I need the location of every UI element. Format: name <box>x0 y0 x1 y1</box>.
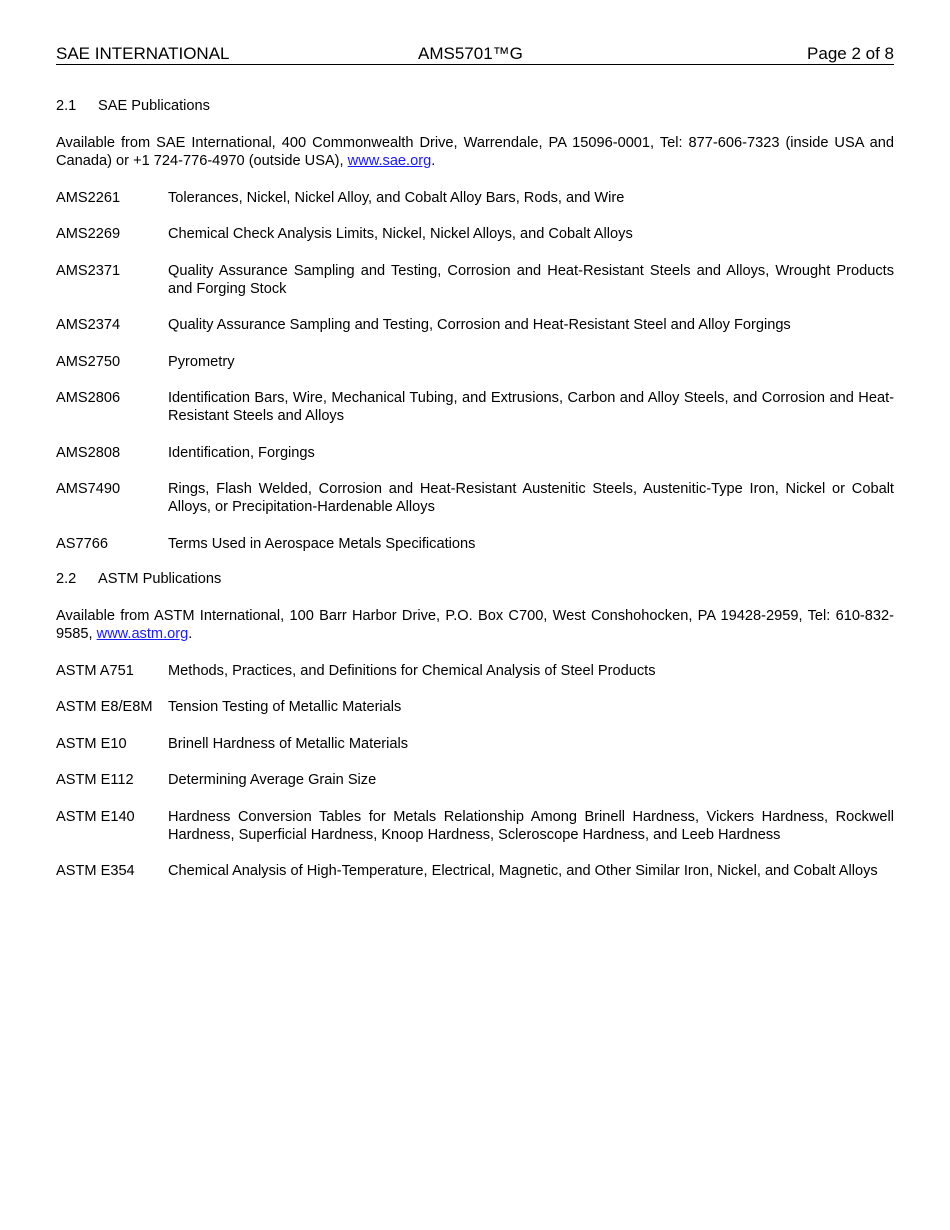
availability-text: Available from ASTM International, 100 Barr Harbor Drive, P.O. Box C700, West Conshohocken, PA 19428-2959, Tel: 610-832-9585, <box>56 608 894 642</box>
reference-code: AMS2750 <box>56 354 121 370</box>
page-header <box>56 44 894 65</box>
reference-title: Tension Testing of Metallic Materials <box>168 699 402 715</box>
availability-text: Available from SAE International, 400 Commonwealth Drive, Warrendale, PA 15096-0001, Tel: 877-606-7323 (inside USA and Canada) or +1 724-776-4970 (outside USA), <box>56 135 894 169</box>
reference-code: ASTM E140 <box>56 809 135 825</box>
reference-title: Chemical Check Analysis Limits, Nickel, Nickel Alloys, and Cobalt Alloys <box>168 226 633 242</box>
reference-title: Quality Assurance Sampling and Testing, Corrosion and Heat-Resistant Steel and Alloy Forgings <box>168 317 791 333</box>
reference-title: Determining Average Grain Size <box>168 772 377 788</box>
reference-code: ASTM A751 <box>56 663 134 679</box>
reference-title: Identification, Forgings <box>168 445 315 461</box>
reference-code: ASTM E10 <box>56 736 127 752</box>
reference-code: ASTM E8/E8M <box>56 699 153 715</box>
section-number: 2.2 <box>56 571 77 587</box>
section-title: SAE Publications <box>98 98 210 114</box>
astm-availability-paragraph <box>56 607 894 643</box>
reference-title: Methods, Practices, and Definitions for Chemical Analysis of Steel Products <box>168 663 656 679</box>
reference-title: Quality Assurance Sampling and Testing, Corrosion and Heat-Resistant Steels and Alloys, Wrought Products and Forging Stock <box>168 263 894 297</box>
reference-code: AMS2261 <box>56 190 121 206</box>
section-number: 2.1 <box>56 98 77 114</box>
reference-code: AMS2806 <box>56 390 121 406</box>
header-org: SAE INTERNATIONAL <box>56 44 230 63</box>
sae-website-link[interactable]: www.sae.org <box>347 153 432 169</box>
reference-title: Hardness Conversion Tables for Metals Relationship Among Brinell Hardness, Vickers Hardness, Rockwell Hardness, Superficial Hardness, Knoop Hardness, Scleroscope Hardness, and Leeb Hardness <box>168 809 894 843</box>
reference-code: AMS2374 <box>56 317 121 333</box>
sae-availability-paragraph <box>56 134 894 170</box>
astm-website-link[interactable]: www.astm.org <box>96 626 189 642</box>
reference-title: Identification Bars, Wire, Mechanical Tubing, and Extrusions, Carbon and Alloy Steels, and Corrosion and Heat-Resistant Steels and Alloys <box>168 390 894 424</box>
reference-code: AS7766 <box>56 536 108 552</box>
period: . <box>431 153 436 169</box>
reference-title: Terms Used in Aerospace Metals Specifications <box>168 536 476 552</box>
header-doc-id: AMS5701™G <box>418 44 523 63</box>
section-title: ASTM Publications <box>98 571 222 587</box>
reference-code: ASTM E354 <box>56 863 135 879</box>
reference-title: Brinell Hardness of Metallic Materials <box>168 736 409 752</box>
reference-code: AMS7490 <box>56 481 121 497</box>
header-page-number: Page 2 of 8 <box>807 44 894 63</box>
period: . <box>188 626 193 642</box>
reference-code: AMS2269 <box>56 226 121 242</box>
reference-code: AMS2371 <box>56 263 121 279</box>
reference-title: Chemical Analysis of High-Temperature, Electrical, Magnetic, and Other Similar Iron, Nickel, and Cobalt Alloys <box>168 863 878 879</box>
reference-title: Pyrometry <box>168 354 235 370</box>
reference-title: Tolerances, Nickel, Nickel Alloy, and Cobalt Alloy Bars, Rods, and Wire <box>168 190 625 206</box>
reference-code: ASTM E112 <box>56 772 134 788</box>
reference-title: Rings, Flash Welded, Corrosion and Heat-Resistant Austenitic Steels, Austenitic-Type Iron, Nickel or Cobalt Alloys, or Precipitation-Hardenable Alloys <box>168 481 894 515</box>
reference-code: AMS2808 <box>56 445 121 461</box>
